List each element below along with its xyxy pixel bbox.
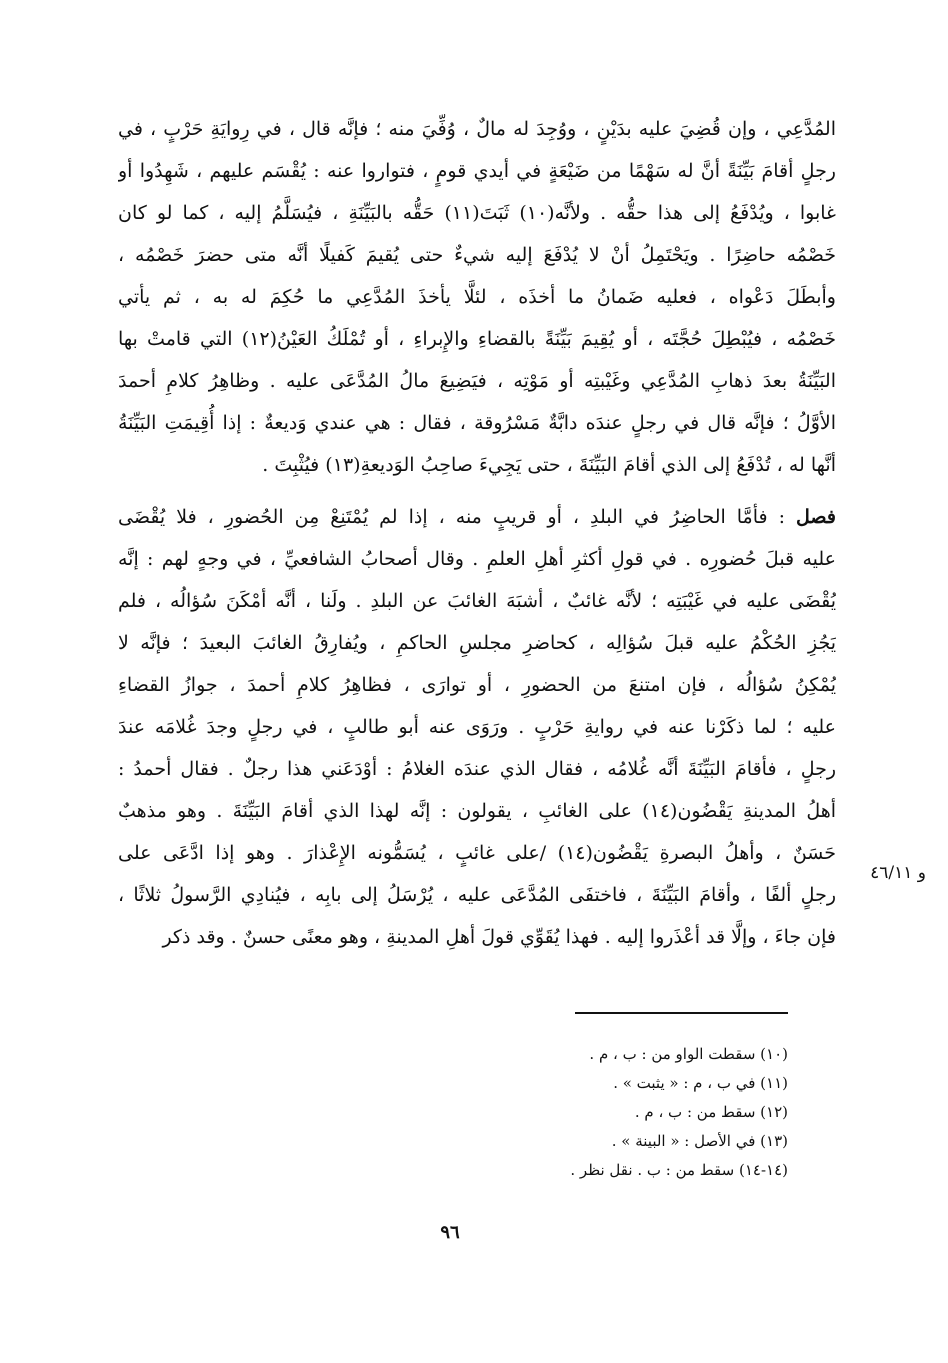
paragraph [118, 496, 836, 958]
text-line: خَصْمُه ، فيُبْطِلَ حُجَّتَه ، أو يُقِيمَ بَيِّنَةً بالقضاءِ والإِبراءِ ، أو تُمْلَكُ العَيْنُ(١٢) التي قامتْ بها [118, 328, 836, 350]
footnote: (١٠) سقطت الواو من : ب ، م . [589, 1045, 788, 1063]
text-line: خَصْمُه حاضِرًا . ويَحْتَمِلُ أنْ لا يُدْفَعَ إليه شيءٌ حتى يُقيمَ كَفيلًا أنَّه متى حضرَ خَصْمُه ، [118, 244, 836, 266]
text-line: رجلٍ أقامَ بَيِّنَةً أنَّ له سَهْمًا من ضَيْعَةٍ في أيدي قومٍ ، فتواروا عنه : يُقْسَم عليهم ، شَهِدُوا أو [118, 160, 836, 182]
text-line: أنَّها له ، تُدْفَعُ إلى الذي أقامَ البَيِّنَةَ ، حتى يَجِيءَ صاحِبُ الوَديعةِ(١٣) فيُثْبِتَ . [262, 454, 836, 476]
footnote: (١٤-١٤) سقط من : ب . نقل نظر . [570, 1161, 788, 1179]
text-line: حَسَنٌ ، وأهلُ البصرةِ يَقْضُون(١٤) /على غائبٍ ، يُسَمُّونه الإِعْذارَ . وهو إذا ادَّعَى على [118, 842, 836, 864]
section-heading: فصل [796, 506, 836, 528]
text-line: غابوا ، ويُدْفَعُ إلى هذا حقُّه . ولأنَّه(١٠) ثَبَتَ(١١) حَقُّه بالبَيِّنَةِ ، فيُسَلَّمُ إليه ، كما لو كان [118, 202, 836, 224]
text-line: فإن جاءَ ، وإلَّا قد أعْذَروا إليه . فهذا يُقَوِّي قولَ أهلِ المدينةِ ، وهو معنًى حسنٌ . وقد ذكر [162, 926, 836, 948]
text-line: رجلٍ ، فأقامَ البَيِّنَةَ أنَّه غُلامُه ، فقال الذي عندَه الغلامُ : أوْدَعَني هذا رجلٌ . فقال أحمدُ : [118, 758, 836, 780]
text-line: المُدَّعِي ، وإن قُضِيَ عليه بدَيْنٍ ، ووُجِدَ له مالٌ ، وُفِّيَ منه ؛ فإنَّه قال ، في رِوايَةِ حَرْبٍ ، في [118, 118, 836, 140]
footnote-separator [575, 1012, 788, 1014]
text-line: عليه قبلَ حُضورِه . في قولِ أكثرِ أهلِ العلمِ . وقال أصحابُ الشافعيِّ ، في وجهٍ لهم : إنَّه [118, 548, 836, 570]
text-line: الأوَّلُ ؛ فإنَّه قال في رجلٍ عندَه دابَّةٌ مَسْرُوقة ، فقال : هي عندي وَديعةٌ : إذا أُقِيمَتِ البَيِّنَةُ [118, 412, 836, 434]
text-line-content: : فأمَّا الحاضِرُ في البلدِ ، أو قريبٍ منه ، إذا لم يُمْتَنِعْ مِن الحُضورِ ، فلا يُقْضَى [118, 506, 786, 528]
footnote: (١١) في ب ، م : « يثبت » . [613, 1074, 788, 1092]
text-line: أهلُ المدينةِ يَقْضُون(١٤) على الغائبِ ، يقولون : إنَّه لهذا الذي أقامَ البَيِّنَةَ . وهو مذهبٌ [118, 800, 836, 822]
footnotes [360, 1040, 788, 1185]
main-text-block [118, 108, 836, 958]
text-line: يُقْضَى عليه في غَيْبَتِه ؛ لأنَّه غائبٌ ، أشبَهَ الغائبَ عن البلدِ . ولَنا ، أنَّه أمْكَنَ سُؤالُه ، فلم [118, 590, 836, 612]
page-number: ٩٦ [440, 1222, 460, 1243]
text-line: وأبطَلَ دَعْواه ، فعليه ضَمانُ ما أخذَه ، لئلَّا يأخذَ المُدَّعِي ما حُكِمَ له به ، ثم يأتي [118, 286, 836, 308]
text-line: يَجُزِ الحُكْمُ عليه قبلَ سُؤالِه ، كحاضرِ مجلسِ الحاكمِ ، ويُفارِقُ الغائبَ البعيدَ ؛ فإنَّه لا [118, 632, 836, 654]
footnote: (١٣) في الأصل : « البينة » . [611, 1132, 788, 1150]
paragraph [118, 108, 836, 486]
text-line: يُمْكِنُ سُؤالُه ، فإن امتنعَ من الحضورِ ، أو توارَى ، فظاهِرُ كلامِ أحمدَ ، جوازُ القضاءِ [118, 674, 836, 696]
text-line-first [118, 496, 836, 538]
paragraph-gap [118, 486, 836, 496]
text-line: عليه ؛ لما ذكَرْنا عنه في روايةِ حَرْبٍ . ورَوَى عنه أبو طالبٍ ، في رجلٍ وجدَ غُلامَه عندَ [118, 716, 836, 738]
manuscript-folio-marker: و ٤٦/١١ [870, 863, 926, 883]
text-line: البَيِّنَةُ بعدَ ذهابِ المُدَّعِي وغَيْبتِه أو مَوْتِه ، فيَضِيعَ مالُ المُدَّعَى عليه . وظاهِرُ كلامِ أحمدَ [118, 370, 836, 392]
text-line: رجلٍ ألفًا ، وأقامَ البَيِّنَةَ ، فاختفَى المُدَّعَى عليه ، يُرْسَلُ إلى بابِه ، فيُنادِي الرَّسولُ ثلاثًا ، [118, 884, 836, 906]
footnote: (١٢) سقط من : ب ، م . [634, 1103, 788, 1121]
